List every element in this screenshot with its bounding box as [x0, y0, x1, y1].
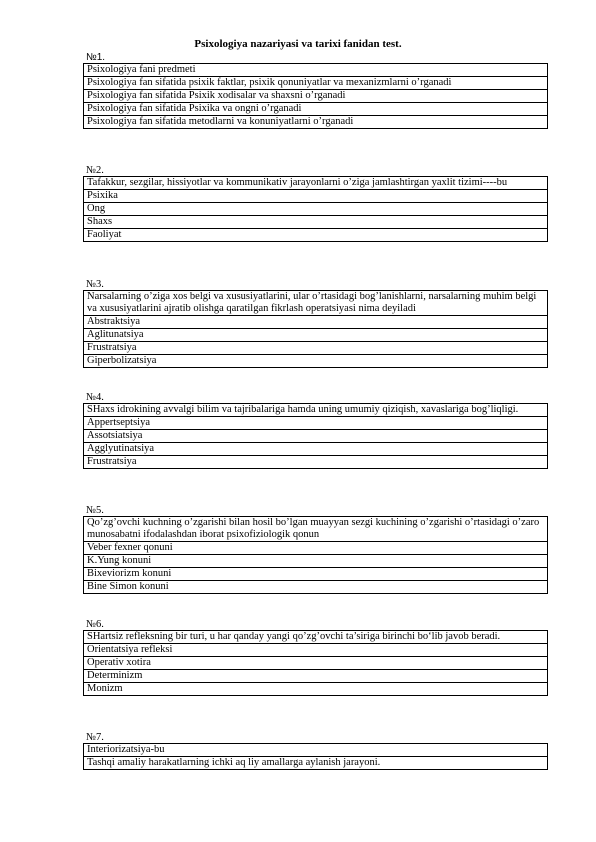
answer-option: Bixeviorizm konuni: [84, 568, 548, 581]
answer-option: Shaxs: [84, 216, 548, 229]
question-number: №5.: [86, 505, 104, 516]
answer-option: Operativ xotira: [84, 657, 548, 670]
question-table: [83, 630, 548, 696]
answer-option: Determinizm: [84, 670, 548, 683]
answer-option: Agglyutinatsiya: [84, 443, 548, 456]
answer-option: Faoliyat: [84, 229, 548, 242]
question-table: [83, 516, 548, 594]
answer-option: Psixologiya fan sifatida Psixik xodisalar va shaxsni o’rganadi: [84, 90, 548, 103]
document-title: Psixologiya nazariyasi va tarixi fanidan test.: [194, 38, 402, 50]
answer-option: Aglitunatsiya: [84, 329, 548, 342]
answer-option: Giperbolizatsiya: [84, 355, 548, 368]
answer-option: Assotsiatsiya: [84, 430, 548, 443]
answer-option: Frustratsiya: [84, 342, 548, 355]
question-table: [83, 290, 548, 368]
question-text: Narsalarning o’ziga xos belgi va xususiyatlarini, ular o’rtasidagi bog’lanishlarni, narsalarning muhim belgi va xususiyatlarini ajratib olishga qaratilgan fikrlash operatsiyasi nima deyiladi: [84, 291, 548, 316]
question-text: SHaxs idrokining avvalgi bilim va tajribalariga hamda uning umumiy qiziqish, xavaslariga bog’liqligi.: [84, 404, 548, 417]
question-number: №1.: [86, 52, 106, 63]
question-number: №6.: [86, 619, 104, 630]
answer-option: Psixika: [84, 190, 548, 203]
question-table: [83, 176, 548, 242]
question-table: [83, 63, 548, 129]
question-text: Psixologiya fani predmeti: [84, 64, 548, 77]
answer-option: Psixologiya fan sifatida metodlarni va konuniyatlarni o’rganadi: [84, 116, 548, 129]
question-text: SHartsiz refleksning bir turi, u har qanday yangi qo’zg’ovchi ta’siriga birinchi bo‘lib javob beradi.: [84, 631, 548, 644]
answer-option: Tashqi amaliy harakatlarning ichki aq liy amallarga aylanish jarayoni.: [84, 757, 548, 770]
question-table: [83, 743, 548, 770]
question-number: №2.: [86, 165, 104, 176]
question-text: Tafakkur, sezgilar, hissiyotlar va kommunikativ jarayonlarni o’ziga jamlashtirgan yaxlit tizimi----bu: [84, 177, 548, 190]
answer-option: Veber fexner qonuni: [84, 542, 548, 555]
answer-option: Appertseptsiya: [84, 417, 548, 430]
answer-option: Monizm: [84, 683, 548, 696]
question-number: №3.: [86, 279, 104, 290]
answer-option: Orientatsiya refleksi: [84, 644, 548, 657]
question-text: Interiorizatsiya-bu: [84, 744, 548, 757]
answer-option: K.Yung konuni: [84, 555, 548, 568]
answer-option: Bine Simon konuni: [84, 581, 548, 594]
question-number: №4.: [86, 392, 104, 403]
answer-option: Abstraktsiya: [84, 316, 548, 329]
answer-option: Psixologiya fan sifatida psixik faktlar, psixik qonuniyatlar va mexanizmlarni o’rganadi: [84, 77, 548, 90]
answer-option: Frustratsiya: [84, 456, 548, 469]
answer-option: Psixologiya fan sifatida Psixika va ongni o’rganadi: [84, 103, 548, 116]
question-number: №7.: [86, 732, 104, 743]
question-text: Qo’zg’ovchi kuchning o’zgarishi bilan hosil bo’lgan muayyan sezgi kuchining o’zgarishi o’rtasidagi o’zaro munosabatni ifodalashdan iborat psixofiziologik qonun: [84, 517, 548, 542]
answer-option: Ong: [84, 203, 548, 216]
question-table: [83, 403, 548, 469]
